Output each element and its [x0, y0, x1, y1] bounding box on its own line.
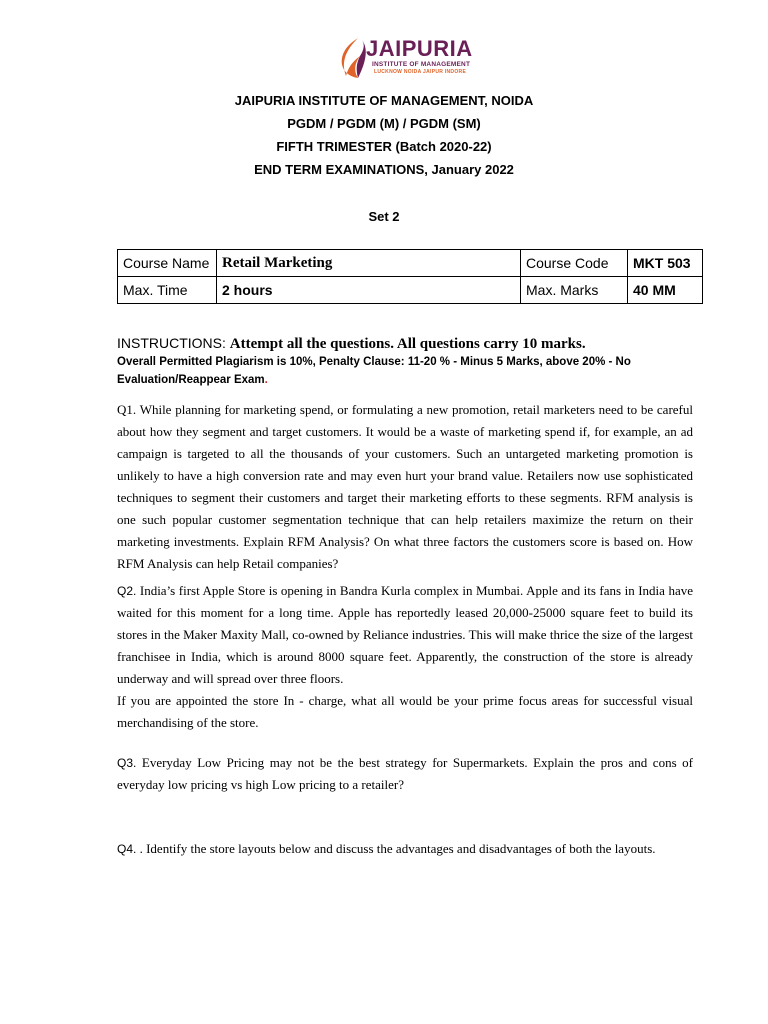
- course-code-value: MKT 503: [628, 250, 703, 277]
- instructions-line: [117, 334, 586, 353]
- question-4: [117, 838, 693, 860]
- plagiarism-policy: [117, 353, 637, 389]
- table-row: [118, 250, 703, 277]
- course-name-value: Retail Marketing: [217, 250, 521, 277]
- course-code-label: Course Code: [521, 250, 628, 277]
- question-2: [117, 580, 693, 734]
- question-1: [117, 399, 693, 575]
- question-number: Q4.: [117, 842, 137, 856]
- instructions-text: Attempt all the questions. All questions carry 10 marks.: [229, 336, 586, 352]
- question-text: . Identify the store layouts below and discuss the advantages and disadvantages of both the layouts.: [139, 841, 656, 856]
- trimester-line: FIFTH TRIMESTER (Batch 2020-22): [276, 139, 492, 154]
- max-time-label: Max. Time: [118, 277, 217, 304]
- max-time-value: 2 hours: [217, 277, 521, 304]
- max-marks-label: Max. Marks: [521, 277, 628, 304]
- question-number: Q1.: [117, 402, 137, 417]
- question-text-continued: If you are appointed the store In - charge, what all would be your prime focus areas for successful visual merchandising of the store.: [117, 693, 693, 730]
- flame-icon: [338, 36, 368, 80]
- question-text: While planning for marketing spend, or formulating a new promotion, retail marketers need to be careful about how they segment and target customers. It would be a waste of marketing spend if, for example, an ad campaign is targeted to all the thousands of your customers. Such an untargeted marketing promotion is unlikely to have a high conversion rate and may even hurt your brand value. Retailers now use sophisticated techniques to segment their customers and target their marketing efforts to these segments. RFM analysis is one such popular customer segmentation technique that can help retailers maximize the return on their marketing investments. Explain RFM Analysis? On what three factors the customers score is based on. How RFM Analysis can help Retail companies?: [117, 402, 693, 571]
- question-text: India’s first Apple Store is opening in Bandra Kurla complex in Mumbai. Apple and its fans in India have waited for this moment for a long time. Apple has reportedly leased 20,000-25000 square feet to build its stores in the Maker Maxity Mall, co-owned by Reliance industries. This will make thrice the size of the largest franchisee in India, which is around 8000 square feet. Apparently, the construction of the store is already underway and will spread over three floors.: [117, 583, 693, 686]
- exam-line: END TERM EXAMINATIONS, January 2022: [254, 162, 514, 177]
- course-info-table: [117, 249, 703, 304]
- question-text: Everyday Low Pricing may not be the best strategy for Supermarkets. Explain the pros and cons of everyday low pricing vs high Low pricing to a retailer?: [117, 755, 694, 792]
- logo-subtitle: INSTITUTE OF MANAGEMENT: [372, 61, 471, 68]
- table-row: [118, 277, 703, 304]
- institute-title: JAIPURIA INSTITUTE OF MANAGEMENT, NOIDA: [234, 93, 534, 108]
- set-label: Set 2: [368, 209, 400, 224]
- plagiarism-text: Overall Permitted Plagiarism is 10%, Penalty Clause: 11-20 % - Minus 5 Marks, above 20% - No Evaluation/Reappear Exam: [117, 356, 631, 386]
- plagiarism-period: .: [264, 374, 268, 386]
- jaipuria-logo: [338, 28, 473, 82]
- question-number: Q2.: [117, 584, 137, 598]
- programme-line: PGDM / PGDM (M) / PGDM (SM): [287, 116, 481, 131]
- max-marks-value: 40 MM: [628, 277, 703, 304]
- question-3: [117, 752, 693, 796]
- logo-wordmark: JAIPURIA: [366, 36, 473, 61]
- question-number: Q3.: [117, 756, 137, 770]
- course-name-label: Course Name: [118, 250, 217, 277]
- instructions-label: INSTRUCTIONS:: [117, 335, 226, 351]
- logo-cities: LUCKNOW NOIDA JAIPUR INDORE: [374, 69, 467, 75]
